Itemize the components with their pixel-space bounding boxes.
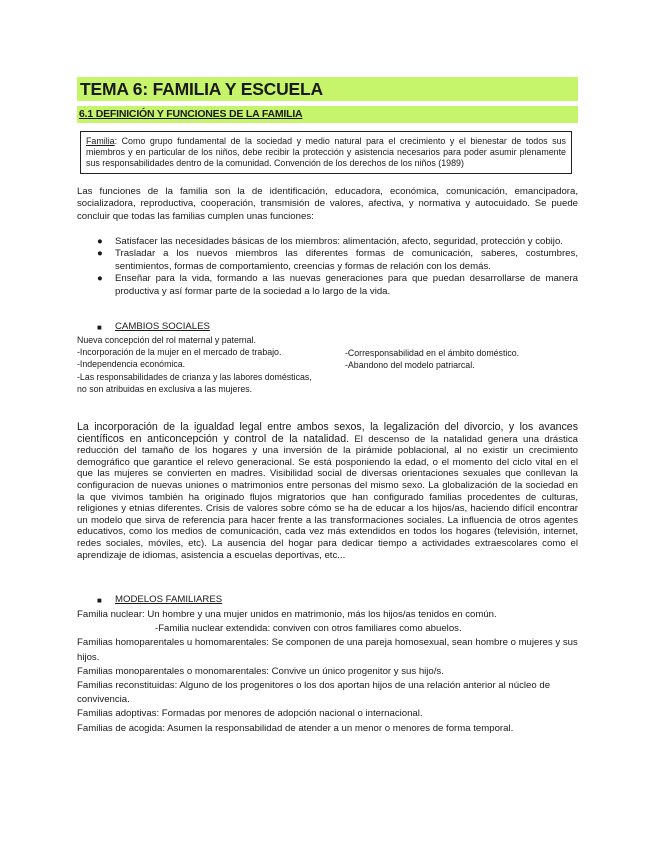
list-item: Familias adoptivas: Formadas por menores de adopción nacional o internacional. [77,708,423,720]
list-item: ● Trasladar a los nuevos miembros las diferentes formas de comunicación, saberes, costumbres, sentimientos, formas de comportamiento, creencias y formas de relación con los demás. [97,248,578,272]
square-bullet-icon: ■ [97,596,102,605]
list-item: -Incorporación de la mujer en el mercado de trabajo. [77,347,282,358]
social-changes-paragraph [77,422,578,561]
cambios-heading-label: CAMBIOS SOCIALES [115,321,210,332]
bullet-icon: ● [97,236,103,247]
paragraph-body: El descenso de la natalidad genera una drástica reducción del tamaño de los hogares y una inversión de la pirámide poblacional, al no existir un crecimiento demográfico que garantice el relevo generacional. Se está posponiendo la edad, o el momento del ciclo vital en el que las mujeres se convierten en madres. Visibilidad social de diversas orientaciones sexuales que conllevan la configuracion de nuevas uniones o matrimonios entre personas del mismo sexo. La globalización de la sociedad en la que vivimos también ha originado flujos migratorios que han configurado familias procedentes de culturas, religiones y etnias diferentes. Crisis de valores sobre cómo se ha de educar a los hijos/as, haciendo difícil encontrar un modelo que sirva de referencia para hacer frente a las transformaciones sociales. La influencia de otros agentes educativos, como los medios de comunicación, cada vez más extendidos en todos los hogares (televisión, internet, redes sociales, móviles, etc). La ausencia del hogar para dedicar tiempo a actividades extraescolares como el aprendizaje de idiomas, asistencia a escuelas deportivas, etc... [77,433,578,561]
page-title: TEMA 6: FAMILIA Y ESCUELA [80,79,323,99]
list-item: ● Enseñar para la vida, formando a las nuevas generaciones para que puedan desarrollarse de manera productiva y así formar parte de la sociedad a lo largo de la vida. [97,273,578,297]
list-item: -Independencia económica. [77,359,186,370]
list-item: -Las responsabilidades de crianza y las labores domésticas, no son atribuidas en exclusiva a las mujeres. [77,371,312,394]
paragraph-lead: La incorporación de la igualdad legal entre ambos sexos, la legalización del divorcio, y los avances científicos en anticoncepción y control de la natalidad. [77,421,578,445]
bullet-icon: ● [97,273,103,285]
cambios-left-column [77,334,317,395]
functions-intro: Las funciones de la familia son la de identificación, educadora, económica, comunicación, emancipadora, socializadora, reproductiva, cooperación, transmisión de valores, afectiva, y normativa y autocuidado. Se puede concluir que todas las familias cumplen unas funciones: [77,186,578,222]
list-item: Familias monoparentales o monomarentales: Convive un único progenitor y sus hijo/s. [77,665,444,677]
functions-list [77,236,578,298]
list-item: -Abandono del modelo patriarcal. [345,360,475,371]
list-item: Nueva concepción del rol maternal y paternal. [77,335,256,345]
modelos-heading [77,594,578,607]
family-models-list [77,608,578,736]
list-item: Familias reconstituidas: Alguno de los progenitores o los dos aportan hijos de una relación anterior al núcleo de convivencia. [77,680,551,706]
list-item: -Corresponsabilidad en el ámbito doméstico. [345,348,520,358]
list-item: -Familia nuclear extendida: conviven con otros familiares como abuelos. [155,623,462,635]
modelos-heading-label: MODELOS FAMILIARES [115,594,223,605]
section-subtitle: 6.1 DEFINICIÓN Y FUNCIONES DE LA FAMILIA [79,108,303,120]
definition-text: : Como grupo fundamental de la sociedad y medio natural para el crecimiento y el bienestar de todos sus miembros y en particular de los niños, debe recibir la protección y asistencia necesarios para poder asumir plenamente sus responsabilidades dentro de la comunidad. Convención de los derechos de los niños (1989) [86,136,566,168]
square-bullet-icon: ■ [97,323,102,332]
definition-box [80,131,572,174]
bullet-icon: ● [97,248,103,260]
list-item: ● Satisfacer las necesidades básicas de los miembros: alimentación, afecto, seguridad, protección y cobijo. [97,236,563,247]
list-item: Familias de acogida: Asumen la responsabilidad de atender a un menor o menores de forma temporal. [77,722,514,734]
cambios-right-column [345,347,578,371]
cambios-heading [77,321,578,334]
list-item: Familia nuclear: Un hombre y una mujer unidos en matrimonio, más los hijos/as tenidos en común. [77,609,497,620]
list-item: Familias homoparentales u homomarentales: Se componen de una pareja homosexual, sean hombre o mujeres y sus hijos. [77,637,578,663]
definition-term: Familia [86,136,115,146]
